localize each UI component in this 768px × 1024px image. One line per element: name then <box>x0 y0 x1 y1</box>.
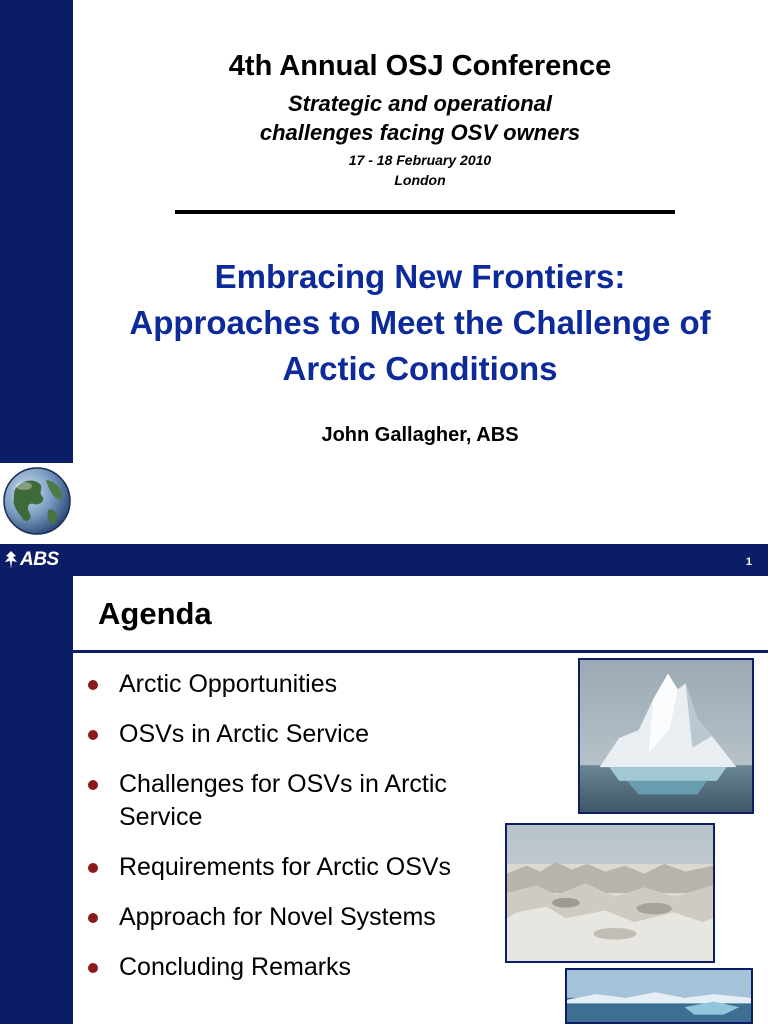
agenda-list <box>88 668 508 1001</box>
bullet-icon <box>88 863 98 873</box>
list-item <box>88 668 508 701</box>
abs-logo-text: ABS <box>20 549 59 570</box>
conference-date-location <box>100 150 740 190</box>
agenda-item-label: Challenges for OSVs in Arctic Service <box>119 770 447 831</box>
bullet-icon <box>88 963 98 973</box>
bullet-icon <box>88 780 98 790</box>
author-name: John Gallagher, ABS <box>321 424 519 446</box>
left-sidebar-bar <box>0 0 73 463</box>
talk-title-line-2: Approaches to Meet the Challenge of <box>129 304 711 341</box>
agenda-item-label: OSVs in Arctic Service <box>119 720 370 748</box>
ice-floe-photo <box>565 968 753 1024</box>
conference-title: 4th Annual OSJ Conference <box>228 50 612 82</box>
list-item <box>88 768 508 834</box>
list-item <box>88 951 508 984</box>
agenda-item-label: Concluding Remarks <box>119 953 352 981</box>
conference-date: 17 - 18 February 2010 <box>348 152 492 168</box>
agenda-item-label: Requirements for Arctic OSVs <box>119 853 452 881</box>
abs-logo <box>4 548 59 572</box>
bullet-icon <box>88 730 98 740</box>
conference-subtitle <box>100 89 740 147</box>
left-sidebar-bar <box>0 576 73 1024</box>
subtitle-line-1: Strategic and operational <box>287 91 553 116</box>
bullet-icon <box>88 680 98 690</box>
talk-title-line-1: Embracing New Frontiers: <box>214 258 626 295</box>
ice-field-photo <box>505 823 715 963</box>
agenda-item-label: Arctic Opportunities <box>119 670 338 698</box>
divider-rule <box>175 210 675 214</box>
agenda-slide <box>0 576 768 1024</box>
agenda-item-label: Approach for Novel Systems <box>119 903 436 931</box>
iceberg-photo <box>578 658 754 814</box>
title-underline-bar <box>73 650 768 653</box>
list-item <box>88 901 508 934</box>
page-number: 1 <box>745 556 752 568</box>
list-item <box>88 718 508 751</box>
subtitle-line-2: challenges facing OSV owners <box>259 120 581 145</box>
talk-title <box>76 254 764 392</box>
list-item <box>88 851 508 884</box>
conference-location: London <box>394 172 446 188</box>
talk-title-line-3: Arctic Conditions <box>282 350 558 387</box>
eagle-icon <box>4 550 18 570</box>
bullet-icon <box>88 913 98 923</box>
footer-bar <box>0 544 768 576</box>
globe-icon <box>2 466 72 536</box>
agenda-title: Agenda <box>98 596 212 631</box>
